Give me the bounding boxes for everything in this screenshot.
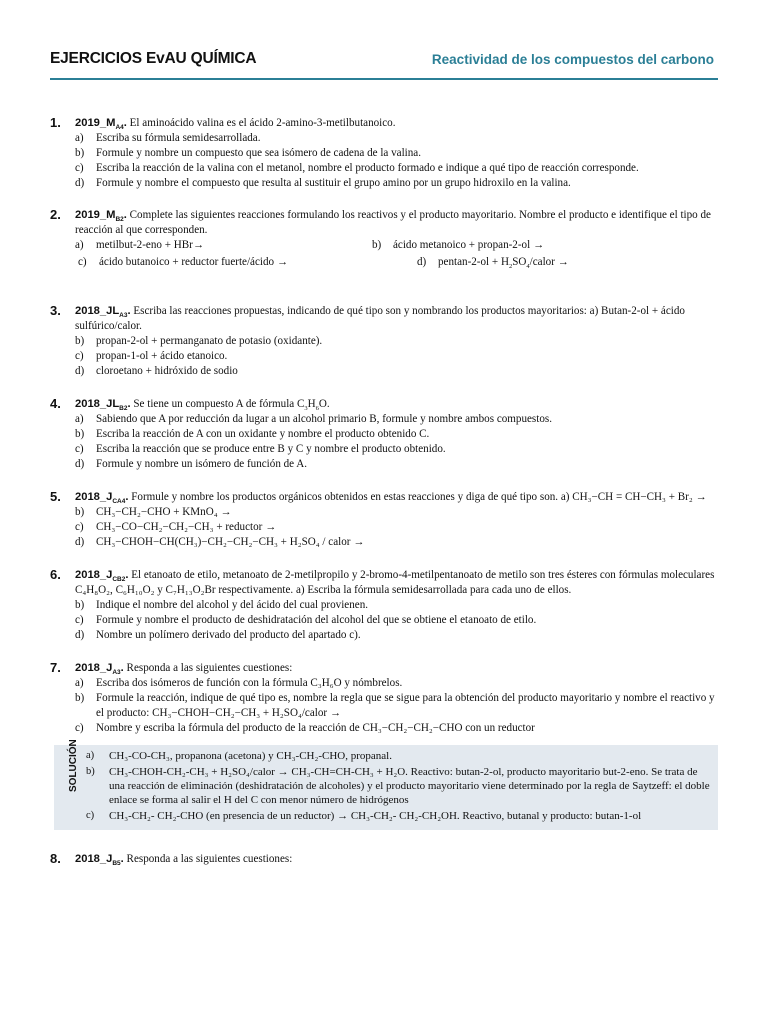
question-1 xyxy=(50,116,718,191)
exercise-list xyxy=(50,116,718,867)
list-item: b) CH₃−CH₂−CHO + KMnO₄ → xyxy=(75,506,232,518)
question-6 xyxy=(50,568,718,643)
list-item: c) Formule y nombre el producto de deshidratación del alcohol del que se obtiene el etanoato de etilo. xyxy=(75,614,537,626)
solution-box xyxy=(54,739,718,830)
list-item: b) Indique el nombre del alcohol y del ácido del cual provienen. xyxy=(75,599,369,611)
question-stem: Responda a las siguientes cuestiones: xyxy=(126,853,293,865)
list-item: b) Formule la reacción, indique de qué tipo es, nombre la regla que se sigue para la obtención del producto mayoritario y nombre el reactivo y el producto: CH₃−CHOH−CH₂−CH₃ + H₂SO₄/calor → xyxy=(75,692,715,719)
list-item: c) Escriba la reacción que se produce entre B y C y nombre el producto obtenido. xyxy=(75,443,446,455)
list-item-row: a) metilbut-2-eno + HBr→ b) ácido metanoico + propan-2-ol → xyxy=(75,239,545,251)
list-item: a) Escriba dos isómeros de función con la fórmula C₃H₆O y nómbrelos. xyxy=(75,677,403,689)
list-item: c) Escriba la reacción de la valina con el metanol, nombre el producto formado e indique a qué tipo de reacción corresponde. xyxy=(75,162,639,174)
solution-label: SOLUCIÓN xyxy=(68,739,79,792)
question-code: $2018\_JL_{A3}$. xyxy=(75,305,131,320)
header-title: EJERCICIOS EvAU QUÍMICA xyxy=(50,50,257,67)
question-number: 7. xyxy=(50,660,61,675)
question-code: $2018\_JL_{B2}$. xyxy=(75,398,131,413)
question-stem: Complete las siguientes reacciones formulando los reactivos y el producto mayoritario. Nombre el producto e identifique el tipo de reacción al que corresponden. xyxy=(75,209,711,236)
header-topic: Reactividad de los compuestos del carbono xyxy=(431,52,714,67)
list-item: c) propan-1-ol + ácido etanoico. xyxy=(75,350,228,362)
question-2 xyxy=(50,208,718,270)
question-stem: El etanoato de etilo, metanoato de 2-metilpropilo y 2-bromo-4-metilpentanoato de metilo son tres ésteres con fórmulas moleculares C₄H₈O₂, C₆H₁₀O₂ y C₇H₁₃O₂Br respectivamente. a) Escriba la fórmula semidesarrollada para cada uno de ellos. xyxy=(75,569,715,596)
question-stem: Se tiene un compuesto A de fórmula $C_3H_6O$. xyxy=(133,398,330,413)
question-code: $2019\_M_{A4}$. xyxy=(75,117,127,132)
question-code: $2018\_J_{B5}$. xyxy=(75,853,124,868)
question-3 xyxy=(50,304,718,379)
list-item: a) Escriba su fórmula semidesarrollada. xyxy=(75,132,261,144)
page-header xyxy=(50,48,718,80)
question-8 xyxy=(50,852,718,867)
question-number: 4. xyxy=(50,396,61,411)
question-code: $2018\_J_{CA4}$. xyxy=(75,491,129,506)
question-stem: El aminoácido valina es el ácido 2-amino-3-metilbutanoico. xyxy=(129,117,396,129)
question-stem: Responda a las siguientes cuestiones: xyxy=(126,662,293,674)
list-item: b) propan-2-ol + permanganato de potasio (oxidante). xyxy=(75,335,323,347)
question-number: 6. xyxy=(50,567,61,582)
solution-a: a) CH₃-CO-CH₃, propanona (acetona) y CH₃-CH₂-CHO, propanal. xyxy=(86,750,392,762)
list-item: c) CH₃−CO−CH₂−CH₂−CH₃ + reductor → xyxy=(75,521,277,533)
list-item-row: c) ácido butanoico + reductor fuerte/ácido → d) $pentan-2-ol + H_2SO_4$/calor → xyxy=(78,256,569,271)
list-item: b) Escriba la reacción de A con un oxidante y nombre el producto obtenido C. xyxy=(75,428,430,440)
list-item: d) CH₃−CHOH−CH(CH₃)−CH₂−CH₂−CH₃ + H₂SO₄ / calor → xyxy=(75,536,365,548)
question-4 xyxy=(50,397,718,472)
solution-b: b) CH₃-CHOH-CH₂-CH₃ + H₂SO₄/calor → CH₃-CH=CH-CH₃ + H₂O. Reactivo: butan-2-ol, producto mayoritario but-2-eno. Se trata de una reacción de eliminación (deshidratación de alcoholes) y el producto mayoritario viene determinado por la regla de Saytzeff: el doble enlace se forma al salir el H del C con menor número de hidrógenos xyxy=(86,766,710,806)
list-item: a) Sabiendo que A por reducción da lugar a un alcohol primario B, formule y nombre ambos compuestos. xyxy=(75,413,552,425)
question-code: $2019\_M_{B2}$. xyxy=(75,209,127,224)
question-number: 2. xyxy=(50,207,61,222)
list-item: d) Nombre un polímero derivado del producto del apartado c). xyxy=(75,629,361,641)
solution-c: c) CH₃-CH₂- CH₂-CHO (en presencia de un reductor) → CH₃-CH₂- CH₂-CH₂OH. Reactivo, butanal y producto: butan-1-ol xyxy=(86,810,642,822)
question-code: $2018\_J_{A3}$. xyxy=(75,662,124,677)
question-stem: Escriba las reacciones propuestas, indicando de qué tipo son y nombrando los productos mayoritarios: a) Butan-2-ol + ácido sulfúrico/calor. xyxy=(75,305,685,332)
list-item: d) Formule y nombre el compuesto que resulta al sustituir el grupo amino por un grupo hidroxilo en la valina. xyxy=(75,177,571,189)
question-number: 1. xyxy=(50,115,61,130)
question-number: 5. xyxy=(50,489,61,504)
question-5 xyxy=(50,490,718,550)
list-item: b) Formule y nombre un compuesto que sea isómero de cadena de la valina. xyxy=(75,147,422,159)
question-stem: Formule y nombre los productos orgánicos obtenidos en estas reacciones y diga de qué tipo son. a) CH₃−CH = CH−CH₃ + Br₂ → xyxy=(131,491,707,503)
question-number: 3. xyxy=(50,303,61,318)
list-item: d) Formule y nombre un isómero de función de A. xyxy=(75,458,308,470)
question-code: $2018\_J_{CB2}$. xyxy=(75,569,129,584)
question-7 xyxy=(50,661,718,736)
list-item: d) cloroetano + hidróxido de sodio xyxy=(75,365,238,377)
question-number: 8. xyxy=(50,851,61,866)
list-item: c) Nombre y escriba la fórmula del producto de la reacción de CH₃−CH₂−CH₂−CHO con un reductor xyxy=(75,722,535,734)
